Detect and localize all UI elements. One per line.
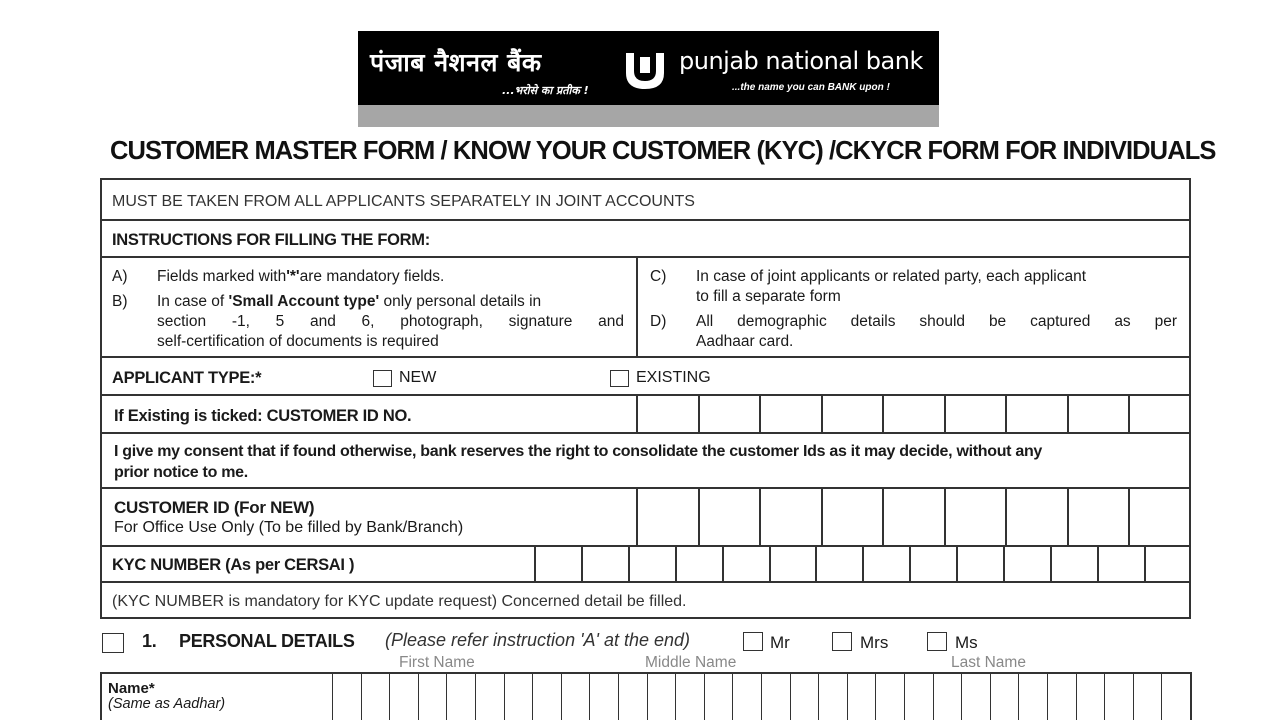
- name-cell-divider: [704, 672, 705, 720]
- instruction-b-pre: In case of: [157, 293, 229, 310]
- name-note: (Same as Aadhar): [108, 696, 226, 712]
- instruction-b-label: B): [112, 293, 128, 310]
- divider: [100, 487, 1191, 489]
- divider: [100, 356, 1191, 358]
- kyc-cell-divider: [769, 545, 771, 582]
- new-id-cell-divider: [821, 487, 823, 546]
- middle-name-caption: Middle Name: [645, 654, 737, 671]
- name-cell-divider: [332, 672, 333, 720]
- existing-checkbox[interactable]: [610, 370, 629, 387]
- name-cell-divider: [389, 672, 390, 720]
- mrs-checkbox[interactable]: [832, 632, 852, 651]
- column-divider: [636, 256, 638, 357]
- pnb-emblem-icon: [622, 47, 668, 93]
- mr-label: Mr: [770, 633, 790, 652]
- instruction-b-line1: [157, 292, 624, 312]
- logo-hindi-tagline: ...भरोसे का प्रतीक !: [502, 84, 589, 97]
- mandatory-star: '*': [286, 268, 300, 285]
- name-cell-divider: [961, 672, 962, 720]
- personal-details-instruction: (Please refer instruction 'A' at the end): [385, 630, 691, 650]
- customer-id-new-label: CUSTOMER ID (For NEW): [114, 498, 315, 517]
- ms-checkbox[interactable]: [927, 632, 947, 651]
- new-id-cell-divider: [698, 487, 700, 546]
- kyc-number-label: KYC NUMBER (As per CERSAI ): [112, 556, 355, 574]
- last-name-caption: Last Name: [951, 654, 1026, 671]
- name-cell-divider: [675, 672, 676, 720]
- new-id-cell-divider: [882, 487, 884, 546]
- logo-hindi-name: पंजाब नैशनल बैंक: [370, 48, 542, 77]
- kyc-cell-divider: [675, 545, 677, 582]
- kyc-cell-divider: [909, 545, 911, 582]
- name-cell-divider: [790, 672, 791, 720]
- first-name-caption: First Name: [399, 654, 475, 671]
- instructions-heading: INSTRUCTIONS FOR FILLING THE FORM:: [112, 231, 430, 249]
- name-cell-divider: [761, 672, 762, 720]
- name-cell-divider: [589, 672, 590, 720]
- kyc-cell-divider: [1144, 545, 1146, 582]
- logo-english-tagline: ...the name you can BANK upon !: [732, 82, 890, 93]
- existing-id-cell-divider: [1128, 394, 1130, 433]
- kyc-cell-divider: [534, 545, 536, 582]
- consent-line-2: prior notice to me.: [114, 464, 248, 481]
- kyc-cell-divider: [1097, 545, 1099, 582]
- name-cell-divider: [933, 672, 934, 720]
- section-number: 1.: [142, 631, 157, 651]
- kyc-cell-divider: [815, 545, 817, 582]
- name-cell-divider: [847, 672, 848, 720]
- name-cell-divider: [904, 672, 905, 720]
- kyc-cell-divider: [956, 545, 958, 582]
- divider: [100, 545, 1191, 547]
- existing-id-cell-divider: [944, 394, 946, 433]
- name-cell-divider: [561, 672, 562, 720]
- new-option-label: NEW: [399, 369, 437, 386]
- existing-id-cell-divider: [882, 394, 884, 433]
- small-account-type: 'Small Account type': [228, 293, 380, 310]
- divider: [100, 432, 1191, 434]
- instruction-a-label: A): [112, 268, 128, 285]
- personal-details-heading: PERSONAL DETAILS: [179, 631, 355, 651]
- instruction-a-post: are mandatory fields.: [299, 268, 445, 285]
- mr-checkbox[interactable]: [743, 632, 763, 651]
- existing-id-cell-divider: [698, 394, 700, 433]
- name-cell-divider: [618, 672, 619, 720]
- name-cell-divider: [875, 672, 876, 720]
- name-cell-divider: [475, 672, 476, 720]
- name-row: [100, 672, 1192, 720]
- existing-id-cell-divider: [759, 394, 761, 433]
- logo-grey-band: [358, 105, 939, 127]
- name-label: Name*: [108, 680, 155, 697]
- instruction-a-text: [157, 267, 444, 287]
- name-cell-divider: [504, 672, 505, 720]
- existing-id-cell-divider: [636, 394, 638, 433]
- kyc-cell-divider: [722, 545, 724, 582]
- name-cell-divider: [1018, 672, 1019, 720]
- kyc-cell-divider: [1050, 545, 1052, 582]
- name-cell-divider: [1047, 672, 1048, 720]
- existing-customer-id-label: If Existing is ticked: CUSTOMER ID NO.: [114, 407, 412, 425]
- form-title: CUSTOMER MASTER FORM / KNOW YOUR CUSTOMER (KYC) /CKYCR FORM FOR INDIVIDUALS: [110, 137, 1216, 165]
- instruction-b-line3: self-certification of documents is required: [157, 333, 439, 350]
- name-cell-divider: [446, 672, 447, 720]
- name-cell-divider: [1076, 672, 1077, 720]
- divider: [100, 581, 1191, 583]
- divider: [100, 256, 1191, 258]
- mrs-label: Mrs: [860, 633, 889, 652]
- bank-logo: [358, 31, 939, 127]
- existing-id-cell-divider: [1067, 394, 1069, 433]
- existing-id-cell-divider: [821, 394, 823, 433]
- name-cell-divider: [361, 672, 362, 720]
- instruction-d-line1: All demographic details should be captured as per: [696, 313, 1177, 330]
- personal-details-checkbox[interactable]: [102, 633, 124, 653]
- joint-accounts-notice: MUST BE TAKEN FROM ALL APPLICANTS SEPARATELY IN JOINT ACCOUNTS: [112, 193, 695, 210]
- divider: [100, 219, 1191, 221]
- ms-label: Ms: [955, 633, 978, 652]
- kyc-cell-divider: [1003, 545, 1005, 582]
- instruction-d-label: D): [650, 313, 667, 330]
- kyc-cell-divider: [862, 545, 864, 582]
- instruction-a-pre: Fields marked with: [157, 268, 287, 285]
- new-id-cell-divider: [636, 487, 638, 546]
- name-cell-divider: [647, 672, 648, 720]
- instruction-c-label: C): [650, 268, 667, 285]
- instruction-c-line2: to fill a separate form: [696, 288, 841, 305]
- existing-id-cell-divider: [1005, 394, 1007, 433]
- name-cell-divider: [732, 672, 733, 720]
- kyc-cell-divider: [581, 545, 583, 582]
- existing-option-label: EXISTING: [636, 369, 711, 386]
- name-cell-divider: [818, 672, 819, 720]
- logo-english-name: punjab national bank: [679, 47, 923, 75]
- name-cell-divider: [1104, 672, 1105, 720]
- instruction-c-line1: In case of joint applicants or related party, each applicant: [696, 268, 1087, 285]
- kyc-note: (KYC NUMBER is mandatory for KYC update request) Concerned detail be filled.: [112, 593, 687, 610]
- consent-line-1: I give my consent that if found otherwise, bank reserves the right to consolidate the customer Ids as it may decide, without any: [114, 443, 1043, 460]
- name-cell-divider: [1133, 672, 1134, 720]
- new-checkbox[interactable]: [373, 370, 392, 387]
- instruction-d-line2: Aadhaar card.: [696, 333, 794, 350]
- name-cell-divider: [990, 672, 991, 720]
- instruction-b-post: only personal details in: [379, 293, 542, 310]
- new-id-cell-divider: [759, 487, 761, 546]
- applicant-type-label: APPLICANT TYPE:*: [112, 369, 262, 387]
- kyc-cell-divider: [628, 545, 630, 582]
- name-cell-divider: [418, 672, 419, 720]
- name-cell-divider: [532, 672, 533, 720]
- divider: [100, 394, 1191, 396]
- new-id-cell-divider: [1005, 487, 1007, 546]
- instruction-b-line2: section -1, 5 and 6, photograph, signature and: [157, 313, 624, 330]
- new-id-cell-divider: [1067, 487, 1069, 546]
- new-id-cell-divider: [1128, 487, 1130, 546]
- name-cell-divider: [1161, 672, 1162, 720]
- customer-id-new-note: For Office Use Only (To be filled by Bank/Branch): [114, 519, 464, 536]
- new-id-cell-divider: [944, 487, 946, 546]
